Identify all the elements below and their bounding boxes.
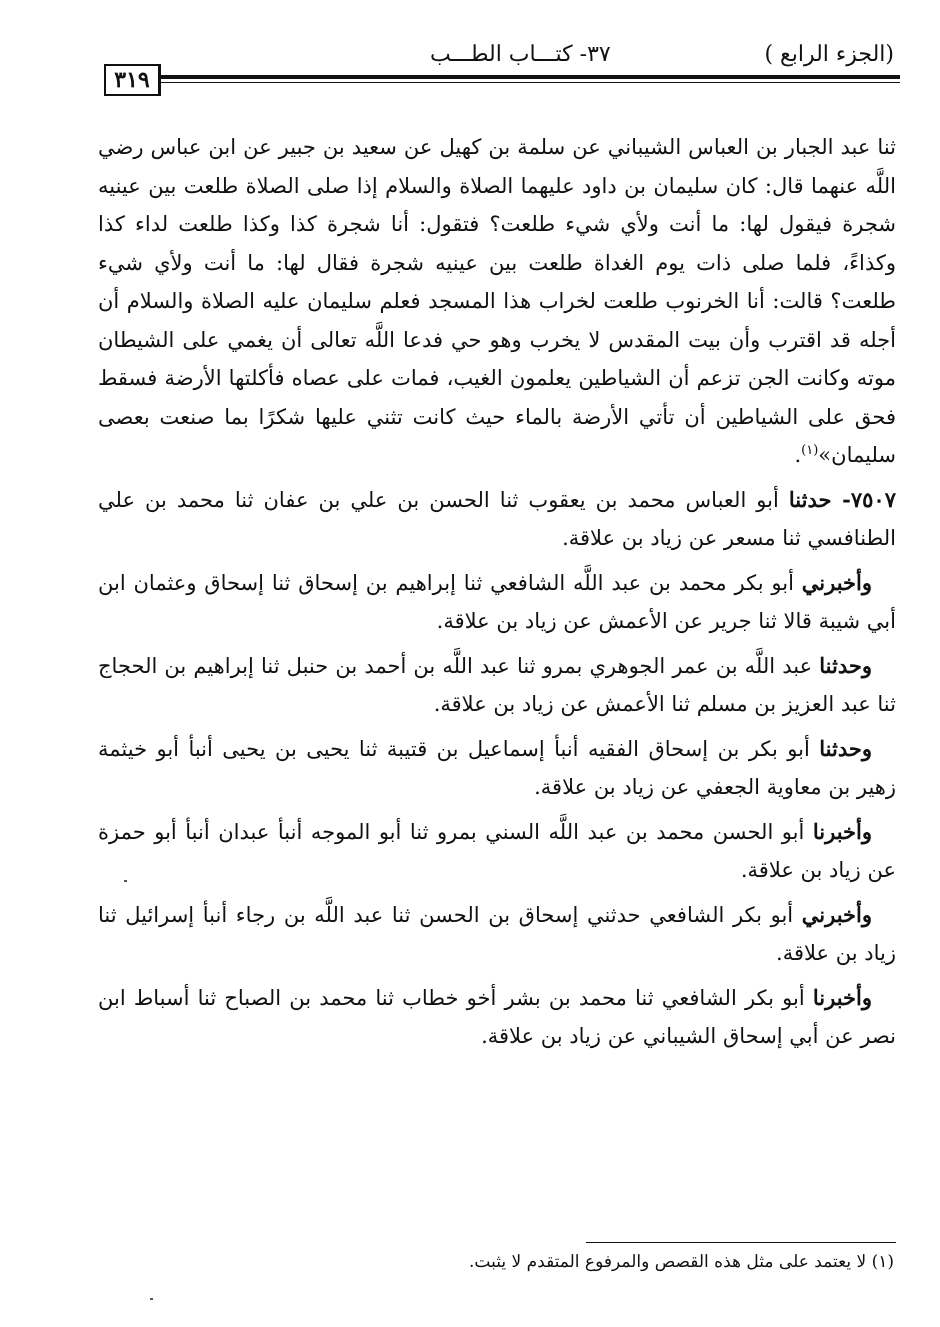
chain-lead-word: وأخبرني	[801, 901, 873, 927]
paragraph-chain-2	[98, 564, 896, 641]
paragraph-narration-end	[98, 128, 896, 475]
footnote-marker: (١)	[871, 1252, 894, 1272]
chain-lead-word: وأخبرنا	[812, 818, 872, 844]
hadith-number-lead: ٧٥٠٧- حدثنا	[788, 486, 896, 512]
paragraph-text: أبو بكر الشافعي ثنا محمد بن بشر أخو خطاب ثنا محمد بن الصباح ثنا أسباط ابن نصر عن أبي إسحاق الشيباني عن زياد بن علاقة.	[98, 985, 896, 1048]
paragraph-hadith-7507	[98, 481, 896, 558]
header-chapter-title: ٣٧- كتـــاب الطـــب	[430, 42, 611, 67]
scan-speck	[150, 1298, 153, 1300]
footnote-text: لا يعتمد على مثل هذه القصص والمرفوع المتقدم لا يثبت.	[469, 1252, 867, 1272]
chain-lead-word: وأخبرني	[801, 569, 872, 595]
footnote	[469, 1252, 894, 1272]
paragraph-chain-4	[98, 730, 896, 807]
paragraph-text: ثنا عبد الجبار بن العباس الشيباني عن سلمة بن كهيل عن سعيد بن جبير عن ابن عباس رضي اللَّه عنهما قال: كان سليمان بن داود عليهما الصلاة والسلام إذا صلى الصلاة طلعت بين عينيه شجرة فيقول لها: ما أنت ولأي شيء طلعت؟ فتقول: أنا شجرة كذا وكذا طلعت لداء كذا وكذاءً، فلما صلى ذات يوم الغداة طلعت بين عينيه شجرة فقال لها: ما أنت ولأي شيء طلعت؟ قالت: أنا الخرنوب طلعت لخراب هذا المسجد فعلم سليمان عليه الصلاة والسلام أن أجله قد اقترب وأن بيت المقدس لا يخرب وهو حي فدعا اللَّه تعالى أن يغمي على الشيطان موته وكانت الجن تزعم أن الشياطين يعلمون الغيب، فمات على عصاه فأكلتها الأرضة فسقط فحق على الشياطين أن تأتي الأرضة بالماء حيث كانت تثني عليها شكرًا بما صنعت بعصى سليمان»	[98, 135, 896, 467]
header-rule-thin	[160, 82, 900, 83]
main-text	[98, 128, 896, 1062]
paragraph-text: أبو بكر محمد بن عبد اللَّه الشافعي ثنا إبراهيم بن إسحاق ثنا إسحاق وعثمان ابن أبي شيبة قالا ثنا جرير عن الأعمش عن زياد بن علاقة.	[98, 570, 896, 633]
paragraph-chain-3	[98, 647, 896, 724]
chain-lead-word: وحدثنا	[819, 652, 872, 678]
paragraph-chain-5	[98, 813, 896, 890]
header-rule	[160, 75, 900, 79]
paragraph-text: أبو الحسن محمد بن عبد اللَّه السني بمرو ثنا أبو الموجه أنبأ عبدان أنبأ أبو حمزة عن زياد بن علاقة.	[98, 819, 896, 882]
paragraph-text: أبو بكر بن إسحاق الفقيه أنبأ إسماعيل بن قتيبة ثنا يحيى بن يحيى أنبأ أبو خيثمة زهير بن معاوية الجعفي عن زياد بن علاقة.	[98, 736, 896, 799]
scan-speck	[124, 880, 127, 882]
chain-lead-word: وحدثنا	[819, 735, 872, 761]
paragraph-text: أبو العباس محمد بن يعقوب ثنا الحسن بن علي بن عفان ثنا محمد بن علي الطنافسي ثنا مسعر عن زياد بن علاقة.	[98, 487, 896, 550]
paragraph-chain-6	[98, 896, 896, 973]
paragraph-chain-7	[98, 979, 896, 1056]
paragraph-text: أبو بكر الشافعي حدثني إسحاق بن الحسن ثنا عبد اللَّه بن رجاء أنبأ إسرائيل ثنا زياد بن علاقة.	[98, 902, 896, 965]
chain-lead-word: وأخبرنا	[812, 984, 872, 1010]
paragraph-tail: .	[794, 443, 802, 467]
footnote-separator	[586, 1242, 896, 1243]
page-number: ٣١٩	[104, 64, 161, 96]
footnote-reference: (١)	[801, 443, 819, 458]
header-volume-title: (الجزء الرابع )	[764, 42, 894, 67]
paragraph-text: عبد اللَّه بن عمر الجوهري بمرو ثنا عبد اللَّه بن أحمد بن حنبل ثنا إبراهيم بن الحجاج ثنا عبد العزيز بن مسلم ثنا الأعمش عن زياد بن علاقة.	[98, 653, 896, 716]
